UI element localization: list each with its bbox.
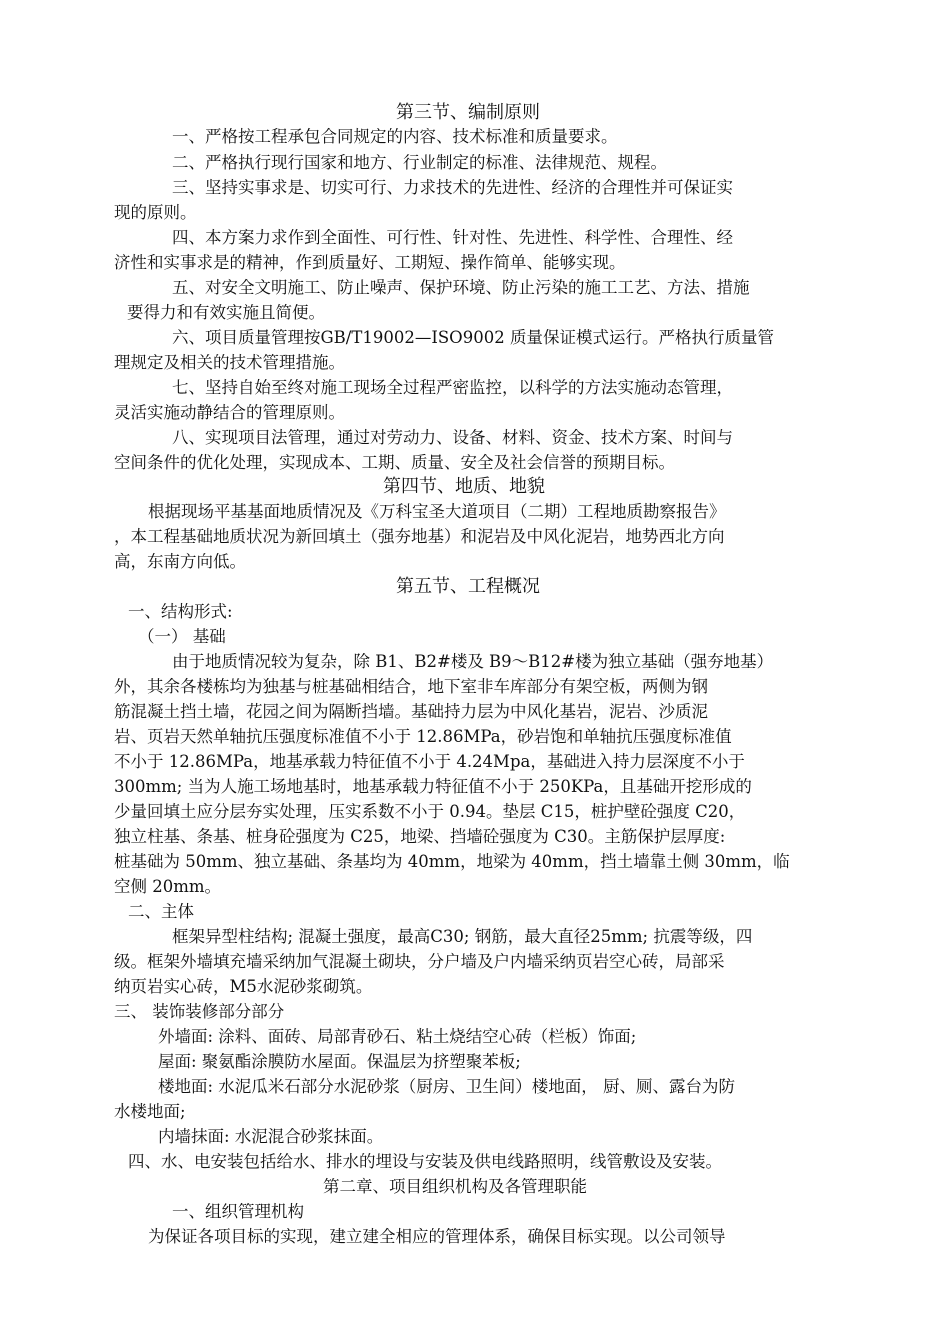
- principle-7-line-1: 七、坚持自始至终对施工现场全过程严密监控，以科学的方法实施动态管理，: [172, 378, 733, 397]
- foundation-line-7: 少量回填土应分层夯实处理，压实系数不小于 0.94。垫层 C15，桩护壁砼强度 C20，: [114, 802, 746, 821]
- foundation-line-1: 由于地质情况较为复杂，除 B1、B2#楼及 B9～B12#楼为独立基础（强夯地基）: [172, 652, 774, 671]
- main-structure-title: 二、主体: [128, 902, 194, 921]
- organization-title: 一、组织管理机构: [172, 1202, 304, 1221]
- principle-4-line-1: 四、本方案力求作到全面性、可行性、针对性、先进性、科学性、合理性、经: [172, 228, 733, 247]
- principle-1: 一、严格按工程承包合同规定的内容、技术标准和质量要求。: [172, 127, 618, 146]
- principle-6-line-2: 理规定及相关的技术管理措施。: [114, 353, 345, 372]
- foundation-line-3: 筋混凝土挡土墙，花园之间为隔断挡墙。基础持力层为中风化基岩，泥岩、沙质泥: [114, 702, 708, 721]
- decoration-interior-wall: 内墙抹面: 水泥混合砂浆抹面。: [158, 1127, 384, 1146]
- main-structure-line-1: 框架异型柱结构; 混凝土强度，最高C30; 钢筋，最大直径25mm; 抗震等级，四: [172, 927, 753, 946]
- geology-line-3: 高，东南方向低。: [114, 552, 246, 571]
- geology-line-2: ，本工程基础地质状况为新回填土（强夯地基）和泥岩及中风化泥岩，地势西北方向: [114, 527, 725, 546]
- main-structure-line-3: 纳页岩实心砖，M5水泥砂浆砌筑。: [114, 977, 373, 996]
- principle-8-line-1: 八、实现项目法管理，通过对劳动力、设备、材料、资金、技术方案、时间与: [172, 428, 733, 447]
- decoration-title: 三、 装饰装修部分部分: [114, 1002, 285, 1021]
- principle-7-line-2: 灵活实施动静结合的管理原则。: [114, 403, 345, 422]
- foundation-line-8: 独立柱基、条基、桩身砼强度为 C25，地梁、挡墙砼强度为 C30。主筋保护层厚度:: [114, 827, 726, 846]
- foundation-line-4: 岩、页岩天然单轴抗压强度标准值不小于 12.86MPa，砂岩饱和单轴抗压强度标准值: [114, 727, 732, 746]
- principle-4-line-2: 济性和实事求是的精神，作到质量好、工期短、操作简单、能够实现。: [114, 253, 626, 272]
- main-structure-line-2: 级。框架外墙填充墙采纳加气混凝土砌块，分户墙及户内墙采纳页岩空心砖，局部采: [114, 952, 725, 971]
- foundation-line-10: 空侧 20mm。: [114, 877, 222, 896]
- principle-3-line-2: 现的原则。: [114, 203, 197, 222]
- foundation-line-5: 不小于 12.86MPa，地基承载力特征值不小于 4.24Mpa，基础进入持力层深度不小于: [114, 752, 745, 771]
- section-3-title: 第三节、编制原则: [396, 102, 540, 123]
- foundation-line-6: 300mm; 当为人施工场地基时，地基承载力特征值不小于 250KPa，且基础开挖形成的: [114, 777, 752, 796]
- principle-5-line-1: 五、对安全文明施工、防止噪声、保护环境、防止污染的施工工艺、方法、措施: [172, 278, 750, 297]
- principle-3-line-1: 三、坚持实事求是、切实可行、力求技术的先进性、经济的合理性并可保证实: [172, 178, 733, 197]
- installation-line: 四、水、电安装包括给水、排水的埋设与安装及供电线路照明，线管敷设及安装。: [128, 1152, 722, 1171]
- chapter-2-title: 第二章、项目组织机构及各管理职能: [323, 1177, 587, 1196]
- section-4-title: 第四节、地质、地貌: [383, 476, 545, 497]
- foundation-line-9: 桩基础为 50mm、独立基础、条基均为 40mm，地梁为 40mm，挡土墙靠土侧 30mm，临: [114, 852, 790, 871]
- decoration-floor-line-2: 水楼地面;: [114, 1102, 186, 1121]
- organization-line-1: 为保证各项目标的实现，建立建全相应的管理体系，确保目标实现。以公司领导: [148, 1227, 726, 1246]
- decoration-roof: 屋面: 聚氨酯涂膜防水屋面。保温层为挤塑聚苯板;: [158, 1052, 521, 1071]
- principle-6-line-1: 六、项目质量管理按GB/T19002—ISO9002 质量保证模式运行。严格执行质量管: [172, 328, 774, 347]
- decoration-floor-line-1: 楼地面: 水泥瓜米石部分水泥砂浆（厨房、卫生间）楼地面， 厨、厕、露台为防: [158, 1077, 736, 1096]
- foundation-line-2: 外，其余各楼栋均为独基与桩基础相结合，地下室非车库部分有架空板，两侧为钢: [114, 677, 708, 696]
- structure-title: 一、结构形式:: [128, 602, 233, 621]
- foundation-title: （一） 基础: [138, 627, 226, 646]
- section-5-title: 第五节、工程概况: [396, 576, 540, 597]
- principle-5-line-2: 要得力和有效实施且简便。: [127, 303, 325, 322]
- decoration-exterior-wall: 外墙面: 涂料、面砖、局部青砂石、粘土烧结空心砖（栏板）饰面;: [158, 1027, 637, 1046]
- principle-8-line-2: 空间条件的优化处理，实现成本、工期、质量、安全及社会信誉的预期目标。: [114, 453, 675, 472]
- principle-2: 二、严格执行现行国家和地方、行业制定的标准、法律规范、规程。: [172, 153, 667, 172]
- geology-line-1: 根据现场平基基面地质情况及《万科宝圣大道项目（二期）工程地质勘察报告》: [148, 502, 726, 521]
